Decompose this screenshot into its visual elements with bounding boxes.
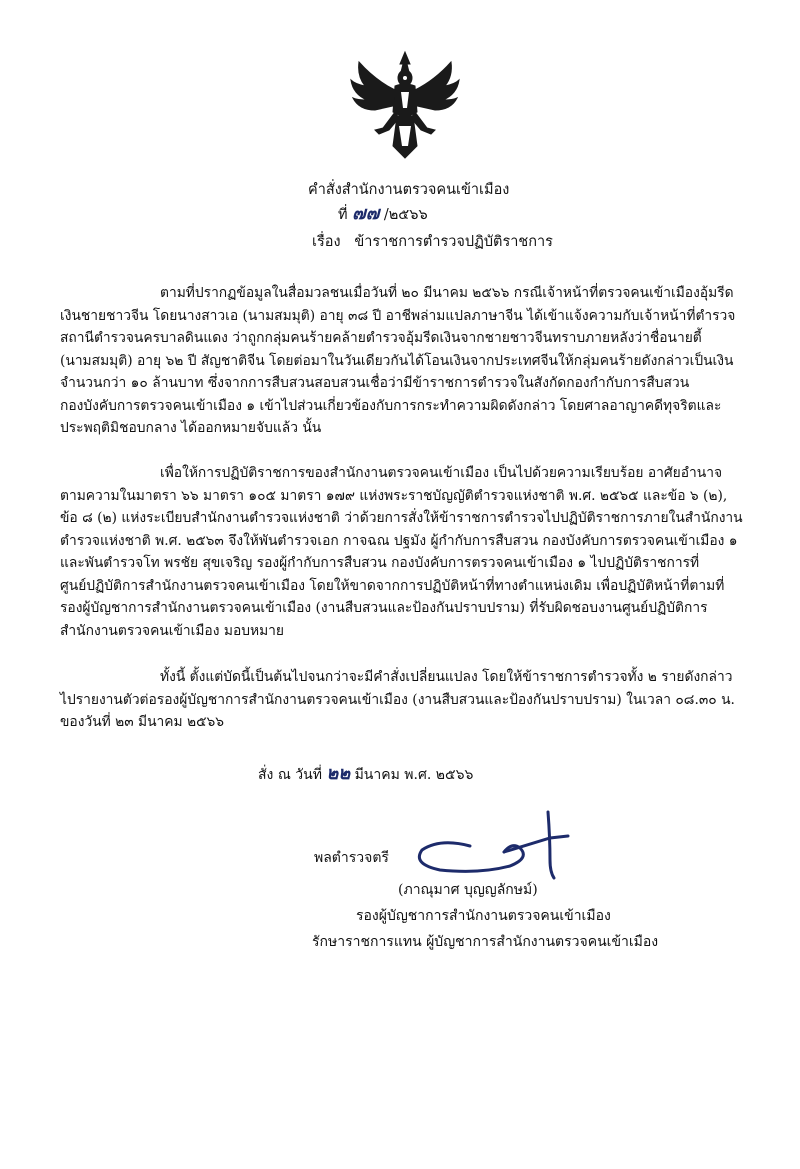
order-date-day-handwritten: ๒๒ — [326, 763, 351, 784]
paragraph-line: จำนวนกว่า ๑๐ ล้านบาท ซึ่งจากการสืบสวนสอบสวนเชื่อว่ามีข้าราชการตำรวจในสังกัดกองกำกับการสืบสวน — [60, 375, 690, 391]
order-number-suffix: /๒๕๖๖ — [383, 207, 428, 223]
order-date-suffix: มีนาคม พ.ศ. ๒๕๖๖ — [354, 767, 474, 783]
paragraph-line: (นามสมมุติ) อายุ ๖๒ ปี สัญชาติจีน โดยต่อมาในวันเดียวกันได้โอนเงินจากประเทศจีนให้กลุ่มคนร้ายดังกล่าวเป็นเงิน — [60, 352, 734, 369]
order-date — [258, 764, 473, 785]
order-date-prefix: สั่ง ณ วันที่ — [258, 767, 322, 783]
paragraph-line: ตามที่ปรากฏข้อมูลในสื่อมวลชนเมื่อวันที่ ๒๐ มีนาคม ๒๕๖๖ กรณีเจ้าหน้าที่ตรวจคนเข้าเมืองอุ้มรีด — [160, 285, 734, 301]
garuda-emblem — [345, 50, 465, 160]
paragraph-line: ตำรวจแห่งชาติ พ.ศ. ๒๕๖๓ จึงให้พันตำรวจเอก กาจฉณ ปฐมัง ผู้กำกับการสืบสวน กองบังคับการตรวจคนเข้าเมือง ๑ — [60, 532, 738, 549]
paragraph-line: กองบังคับการตรวจคนเข้าเมือง ๑ เข้าไปส่วนเกี่ยวข้องกับการกระทำความผิดดังกล่าว โดยศาลอาญาคดีทุจริตและ — [60, 397, 722, 414]
paragraph-line: สถานีตำรวจนครบาลดินแดง ว่าถูกกลุ่มคนร้ายคล้ายตำรวจอุ้มรีดเงินจากชายชาวจีนทราบภายหลังว่าชื่อนายตี้ — [60, 330, 702, 346]
paragraph-line: ของวันที่ ๒๓ มีนาคม ๒๕๖๖ — [60, 714, 225, 730]
signatory-rank: พลตำรวจตรี — [314, 850, 389, 866]
order-number-prefix: ที่ — [338, 207, 348, 223]
paragraph-line: ไปรายงานตัวต่อรองผู้บัญชาการสำนักงานตรวจคนเข้าเมือง (งานสืบสวนและป้องกันปราบปราม) ในเวลา ๐๘.๓๐ น. — [60, 691, 735, 708]
signatory-acting: รักษาราชการแทน ผู้บัญชาการสำนักงานตรวจคนเข้าเมือง — [312, 934, 659, 950]
order-number-handwritten: ๗๗ — [352, 203, 380, 224]
paragraph-line: เพื่อให้การปฏิบัติราชการของสำนักงานตรวจคนเข้าเมือง เป็นไปด้วยความเรียบร้อย อาศัยอำนาจ — [160, 465, 723, 481]
signatory-name: (ภาณุมาศ บุญญลักษม์) — [398, 882, 538, 898]
paragraph-line: ทั้งนี้ ตั้งแต่บัดนี้เป็นต้นไปจนกว่าจะมีคำสั่งเปลี่ยนแปลง โดยให้ข้าราชการตำรวจทั้ง ๒ รายดังกล่าว — [160, 669, 733, 685]
order-title: คำสั่งสำนักงานตรวจคนเข้าเมือง — [308, 182, 510, 198]
subject-text: ข้าราชการตำรวจปฏิบัติราชการ — [354, 234, 553, 250]
paragraph-line: เงินชายชาวจีน โดยนางสาวเอ (นามสมมุติ) อายุ ๓๘ ปี อาชีพล่ามแปลภาษาจีน ได้เข้าแจ้งความกับเจ้าหน้าที่ตำรวจ — [60, 307, 736, 324]
paragraph-order — [60, 462, 750, 642]
order-subject — [312, 232, 553, 252]
paragraph-effective — [60, 666, 750, 734]
handwritten-signature — [400, 808, 590, 888]
paragraph-line: ข้อ ๘ (๒) แห่งระเบียบสำนักงานตำรวจแห่งชาติ ว่าด้วยการสั่งให้ข้าราชการตำรวจไปปฏิบัติราชการภายในสำนักงาน — [60, 510, 743, 526]
paragraph-line: ศูนย์ปฏิบัติการสำนักงานตรวจคนเข้าเมือง โดยให้ขาดจากการปฏิบัติหน้าที่ทางตำแหน่งเดิม เพื่อปฏิบัติหน้าที่ตามที่ — [60, 577, 725, 594]
paragraph-line: รองผู้บัญชาการสำนักงานตรวจคนเข้าเมือง (งานสืบสวนและป้องกันปราบปราม) ที่รับผิดชอบงานศูนย์ปฏิบัติการ — [60, 600, 708, 616]
paragraph-line: สำนักงานตรวจคนเข้าเมือง มอบหมาย — [60, 622, 285, 639]
paragraph-line: ตามความในมาตรา ๖๖ มาตรา ๑๐๕ มาตรา ๑๗๙ แห่งพระราชบัญญัติตำรวจแห่งชาติ พ.ศ. ๒๕๖๕ และข้อ ๖ (๒), — [60, 487, 728, 504]
paragraph-background — [60, 282, 750, 440]
order-number — [338, 204, 428, 225]
subject-label: เรื่อง — [312, 234, 341, 250]
paragraph-line: ประพฤติมิชอบกลาง ได้ออกหมายจับแล้ว นั้น — [60, 420, 322, 436]
signatory-position: รองผู้บัญชาการสำนักงานตรวจคนเข้าเมือง — [356, 908, 611, 924]
paragraph-line: และพันตำรวจโท พรชัย สุขเจริญ รองผู้กำกับการสืบสวน กองบังคับการตรวจคนเข้าเมือง ๑ ไปปฏิบัติราชการที่ — [60, 555, 700, 571]
